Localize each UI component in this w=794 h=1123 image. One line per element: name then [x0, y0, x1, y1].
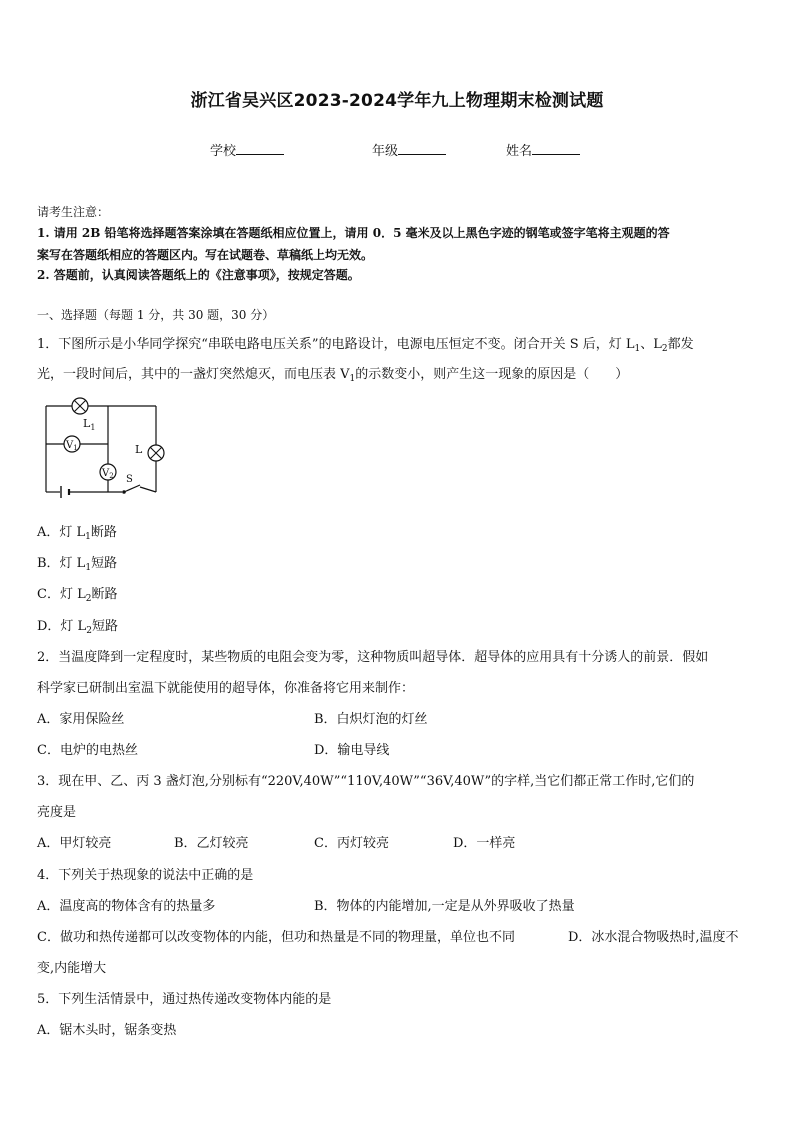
school-label: 学校 [210, 144, 237, 159]
q1-sub-1: 1 [634, 344, 641, 354]
q3-option-a[interactable]: A．甲灯较亮 [37, 836, 112, 851]
q5-stem: 5．下列生活情景中，通过热传递改变物体内能的是 [37, 992, 332, 1007]
q2-option-c[interactable]: C．电炉的电热丝 [37, 743, 138, 758]
lamp-l1 [72, 398, 88, 414]
q4-option-d-cont: 变,内能增大 [37, 961, 107, 976]
school-field [210, 140, 284, 159]
grade-blank[interactable] [398, 141, 446, 155]
q1-option-a[interactable]: A．灯 $L_1$断路 [37, 525, 117, 542]
svg-text:V2: $V_2$ [102, 468, 114, 480]
name-field [506, 140, 580, 159]
q4-option-b[interactable]: B．物体的内能增加,一定是从外界吸收了热量 [314, 899, 575, 914]
q4-stem: 4．下列关于热现象的说法中正确的是 [37, 868, 254, 883]
notice-line-2: 2. 答题前，认真阅读答题纸上的《注意事项》，按规定答题。 [37, 268, 360, 282]
q5-option-a[interactable]: A．锯木头时，锯条变热 [37, 1023, 177, 1038]
page-title: 浙江省吴兴区2023-2024学年九上物理期末检测试题 [190, 91, 604, 111]
voltmeter-v1 [64, 436, 80, 452]
q1-option-d[interactable]: D．灯 $L_2$短路 [37, 619, 118, 636]
grade-field [372, 140, 446, 159]
q1-text-e: 的示数变小，则产生这一现象的原因是（ ） [355, 367, 629, 382]
q2-option-b[interactable]: B．白炽灯泡的灯丝 [314, 712, 428, 727]
q1-option-c[interactable]: C．灯 $L_2$断路 [37, 587, 118, 604]
notice-header: 请考生注意： [37, 205, 110, 219]
name-blank[interactable] [532, 141, 580, 155]
q3-option-b[interactable]: B．乙灯较亮 [174, 836, 249, 851]
q1-text-b: 、L [640, 337, 662, 352]
svg-text:V1: $V_1$ [66, 440, 78, 452]
q4-option-a[interactable]: A．温度高的物体含有的热量多 [37, 899, 216, 914]
q3-stem-line1: 3．现在甲、乙、丙 3 盏灯泡,分别标有“220V,40W”“110V,40W”“36V,40W”的字样,当它们都正常工作时,它们的 [37, 774, 695, 789]
q1-text-d: 光，一段时间后，其中的一盏灯突然熄灭，而电压表 V [37, 367, 350, 382]
notice-line-1a: 1. 请用 2B 铅笔将选择题答案涂填在答题纸相应位置上，请用 0．5 毫米及以上黑色字迹的钢笔或签字笔将主观题的答 [37, 226, 670, 240]
q1-text-c: 都发 [667, 337, 694, 352]
q1-sub-2: 2 [661, 344, 668, 354]
grade-label: 年级 [372, 144, 399, 159]
q1-stem-line2 [37, 363, 628, 382]
notice-line-1b: 案写在答题纸相应的答题区内。写在试题卷、草稿纸上均无效。 [37, 248, 374, 262]
q2-option-d[interactable]: D．输电导线 [314, 743, 390, 758]
circuit-diagram [36, 392, 176, 502]
q4-option-d[interactable]: D．冰水混合物吸热时,温度不 [568, 930, 739, 945]
battery-icon [61, 486, 69, 498]
q3-stem-line2: 亮度是 [37, 805, 77, 820]
school-blank[interactable] [236, 141, 284, 155]
q4-option-c[interactable]: C．做功和热传递都可以改变物体的内能，但功和热量是不同的物理量，单位也不同 [37, 930, 515, 945]
lamp-l [148, 445, 164, 461]
switch-label: S [126, 474, 133, 485]
q3-option-d[interactable]: D．一样亮 [453, 836, 516, 851]
q2-stem-line2: 科学家已研制出室温下就能使用的超导体，你准备将它用来制作： [37, 681, 415, 696]
section-heading: 一、选择题（每题 1 分，共 30 题，30 分） [37, 308, 275, 322]
voltmeter-v2 [100, 464, 116, 480]
q2-stem-line1: 2．当温度降到一定程度时，某些物质的电阻会变为零，这种物质叫超导体．超导体的应用具有十分诱人的前景．假如 [37, 650, 709, 665]
q3-option-c[interactable]: C．丙灯较亮 [314, 836, 389, 851]
q1-stem-line1 [37, 333, 694, 352]
name-label: 姓名 [506, 144, 533, 159]
q1-sub-3: 1 [349, 374, 356, 384]
switch-s [122, 485, 140, 494]
lamp-l1-label: $L_1$ [83, 417, 96, 432]
q1-text-a: 1．下图所示是小华同学探究“串联电路电压关系”的电路设计，电源电压恒定不变。闭合开关 S 后，灯 L [37, 337, 635, 352]
q1-option-b[interactable]: B．灯 $L_1$短路 [37, 556, 118, 573]
lamp-l-label: L [135, 443, 143, 456]
q2-option-a[interactable]: A．家用保险丝 [37, 712, 125, 727]
